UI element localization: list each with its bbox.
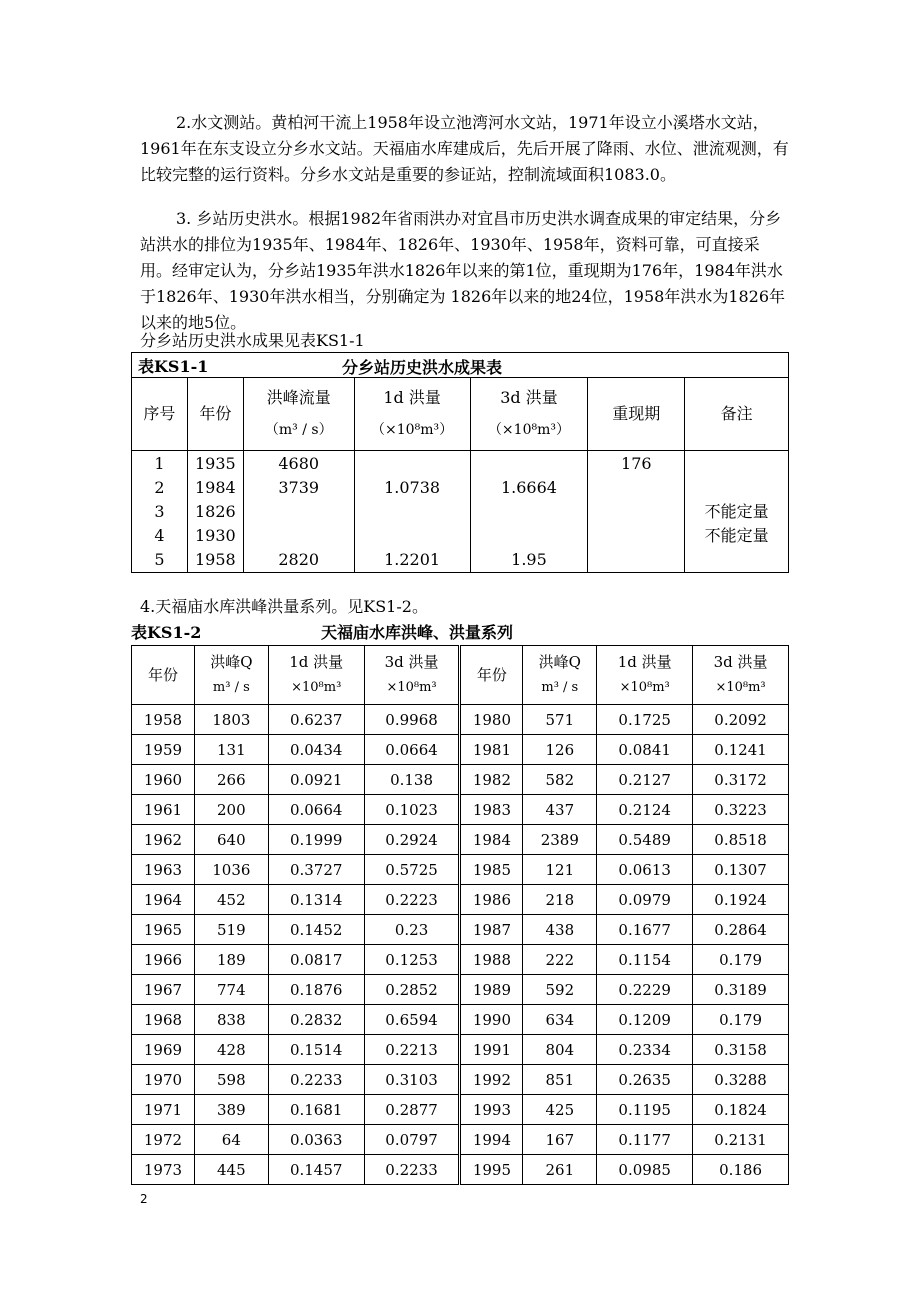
- table-cell: 1973: [132, 1155, 195, 1185]
- table-cell: 222: [523, 945, 597, 975]
- header-1d-label: 1d 洪量: [289, 653, 344, 671]
- header-1d-unit: （×10⁸m³）: [371, 422, 454, 438]
- table-cell: 0.6237: [268, 705, 364, 735]
- table-cell: 0.1154: [597, 945, 693, 975]
- table-cell: 0.179: [693, 1005, 789, 1035]
- table-cell: 1981: [460, 735, 523, 765]
- header-peak-right: [523, 646, 597, 705]
- header-peak: [243, 378, 354, 451]
- page-number: 2: [140, 1192, 148, 1206]
- table-row: [132, 825, 789, 855]
- cell: 3: [154, 502, 165, 521]
- table-cell: 0.2124: [597, 795, 693, 825]
- table-row: [132, 1155, 789, 1185]
- cell: 1.2201: [384, 550, 441, 569]
- table-cell: 1961: [132, 795, 195, 825]
- table-cell: 0.5725: [364, 855, 460, 885]
- table1-title: 分乡站历史洪水成果表: [342, 358, 503, 377]
- table-cell: 0.0921: [268, 765, 364, 795]
- table-cell: 218: [523, 885, 597, 915]
- table-cell: 0.2832: [268, 1005, 364, 1035]
- table-cell: 1968: [132, 1005, 195, 1035]
- table-cell: 0.2131: [693, 1125, 789, 1155]
- table-cell: 0.2233: [268, 1065, 364, 1095]
- table-cell: 131: [194, 735, 268, 765]
- header-1d: [354, 378, 470, 451]
- table-cell: 428: [194, 1035, 268, 1065]
- table-cell: 1982: [460, 765, 523, 795]
- table2-title: 天福庙水库洪峰、洪量系列: [321, 623, 514, 642]
- header-year-left: 年份: [132, 646, 195, 705]
- table-cell: 0.2924: [364, 825, 460, 855]
- table-cell: 1971: [132, 1095, 195, 1125]
- cell: 1.6664: [500, 478, 557, 497]
- table-cell: 1966: [132, 945, 195, 975]
- cell: 2820: [278, 550, 320, 569]
- header-peak-left: [194, 646, 268, 705]
- table-row: [132, 765, 789, 795]
- table-cell: 121: [523, 855, 597, 885]
- cell: 1935: [194, 454, 236, 473]
- table-cell: 0.1824: [693, 1095, 789, 1125]
- header-note: 备注: [685, 378, 789, 451]
- col-return-period: [588, 451, 685, 573]
- table-cell: 592: [523, 975, 597, 1005]
- table-cell: 1963: [132, 855, 195, 885]
- table-cell: 425: [523, 1095, 597, 1125]
- cell: 1930: [194, 526, 236, 545]
- cell: 2: [154, 478, 165, 497]
- paragraph-historical-floods: 3. 乡站历史洪水。根据1982年省雨洪办对宜昌市历史洪水调查成果的审定结果，分乡站洪水的排位为1935年、1984年、1826年、1930年、1958年，资料可靠，可直接采用。经审定认为，分乡站1935年洪水1826年以来的第1位，重现期为176年，1984年洪水于1826年、1930年洪水相当，分别确定为 1826年以来的地24位，1958年洪水为1826年以来的地5位。: [140, 209, 786, 332]
- table-cell: 1960: [132, 765, 195, 795]
- table-cell: 1036: [194, 855, 268, 885]
- table-cell: 0.1876: [268, 975, 364, 1005]
- cell: [471, 524, 588, 548]
- table-cell: 0.1177: [597, 1125, 693, 1155]
- table-cell: 0.2223: [364, 885, 460, 915]
- table-cell: 519: [194, 915, 268, 945]
- table-cell: 445: [194, 1155, 268, 1185]
- table1-id: 表KS1-1: [138, 356, 209, 376]
- cell: [355, 500, 470, 524]
- header-3d-unit: ×10⁸m³: [715, 680, 766, 695]
- table-cell: 0.2635: [597, 1065, 693, 1095]
- table-cell: 437: [523, 795, 597, 825]
- cell: [355, 524, 470, 548]
- table-cell: 0.138: [364, 765, 460, 795]
- table-cell: 0.3288: [693, 1065, 789, 1095]
- header-peak-label: 洪峰流量: [266, 388, 331, 407]
- table-cell: 1983: [460, 795, 523, 825]
- table-cell: 0.3103: [364, 1065, 460, 1095]
- cell: 3739: [278, 478, 320, 497]
- table-cell: 0.0664: [364, 735, 460, 765]
- table-cell: 126: [523, 735, 597, 765]
- header-1d-label: 1d 洪量: [617, 653, 672, 671]
- table-cell: 0.1452: [268, 915, 364, 945]
- table-cell: 1965: [132, 915, 195, 945]
- table-row: [132, 975, 789, 1005]
- header-3d-left: [364, 646, 460, 705]
- table-cell: 0.8518: [693, 825, 789, 855]
- table-cell: 1980: [460, 705, 523, 735]
- table-row: [132, 705, 789, 735]
- table-cell: 0.1457: [268, 1155, 364, 1185]
- table-cell: 0.2852: [364, 975, 460, 1005]
- table-cell: 0.9968: [364, 705, 460, 735]
- col-no: [132, 451, 188, 573]
- table-cell: 640: [194, 825, 268, 855]
- table2-reference: 4.天福庙水库洪峰洪量系列。见KS1-2。: [140, 597, 428, 616]
- cell: 1: [154, 454, 165, 473]
- table-cell: 0.2092: [693, 705, 789, 735]
- table-cell: 0.6594: [364, 1005, 460, 1035]
- table-cell: 261: [523, 1155, 597, 1185]
- cell: 1826: [194, 502, 236, 521]
- cell: [355, 452, 470, 476]
- header-return-period: 重现期: [588, 378, 685, 451]
- table-cell: 1984: [460, 825, 523, 855]
- table-row: [132, 1035, 789, 1065]
- table-cell: 804: [523, 1035, 597, 1065]
- historical-flood-table: [131, 352, 789, 573]
- table-cell: 1990: [460, 1005, 523, 1035]
- table-cell: 0.3223: [693, 795, 789, 825]
- header-3d-label: 3d 洪量: [384, 653, 439, 671]
- table-cell: 0.1314: [268, 885, 364, 915]
- table-cell: 0.2877: [364, 1095, 460, 1125]
- table-cell: 1989: [460, 975, 523, 1005]
- table-cell: 1987: [460, 915, 523, 945]
- paragraph-hydrology-stations: 2.水文测站。黄柏河干流上1958年设立池湾河水文站，1971年设立小溪塔水文站，1961年在东支设立分乡水文站。天福庙水库建成后，先后开展了降雨、水位、泄流观测，有比较完整的运行资料。分乡水文站是重要的参证站，控制流域面积1083.0。: [140, 113, 789, 184]
- cell: 4: [154, 526, 165, 545]
- table-cell: 0.23: [364, 915, 460, 945]
- table-cell: 0.0613: [597, 855, 693, 885]
- table-cell: 0.1677: [597, 915, 693, 945]
- table-cell: 1986: [460, 885, 523, 915]
- table-row: [132, 855, 789, 885]
- table-cell: 389: [194, 1095, 268, 1125]
- table-cell: 0.1209: [597, 1005, 693, 1035]
- table-cell: 0.3158: [693, 1035, 789, 1065]
- cell: [471, 500, 588, 524]
- cell: [685, 548, 788, 572]
- table-cell: 0.1999: [268, 825, 364, 855]
- header-peak-unit: m³ / s: [541, 680, 579, 695]
- cell: 1984: [194, 478, 236, 497]
- cell: [244, 524, 354, 548]
- table-cell: 1969: [132, 1035, 195, 1065]
- table-cell: 0.0817: [268, 945, 364, 975]
- table-cell: 0.186: [693, 1155, 789, 1185]
- table-cell: 0.2213: [364, 1035, 460, 1065]
- table-cell: 0.0434: [268, 735, 364, 765]
- table1-data-block: [132, 451, 789, 573]
- table-row: [132, 1065, 789, 1095]
- table2-header-row: [132, 646, 789, 705]
- header-3d-unit: ×10⁸m³: [386, 680, 437, 695]
- table-cell: 0.0797: [364, 1125, 460, 1155]
- table-row: [132, 945, 789, 975]
- table-cell: 0.1253: [364, 945, 460, 975]
- cell: 1958: [194, 550, 236, 569]
- table-cell: 0.1924: [693, 885, 789, 915]
- table-cell: 571: [523, 705, 597, 735]
- table-cell: 1959: [132, 735, 195, 765]
- table-cell: 1972: [132, 1125, 195, 1155]
- table-cell: 2389: [523, 825, 597, 855]
- cell: 不能定量: [704, 502, 769, 521]
- table-cell: 634: [523, 1005, 597, 1035]
- table-cell: 0.0841: [597, 735, 693, 765]
- table-cell: 851: [523, 1065, 597, 1095]
- table-row: [132, 1005, 789, 1035]
- table-cell: 0.3189: [693, 975, 789, 1005]
- table-cell: 0.1514: [268, 1035, 364, 1065]
- table-cell: 582: [523, 765, 597, 795]
- table-row: [132, 795, 789, 825]
- table-cell: 0.1681: [268, 1095, 364, 1125]
- table-row: [132, 885, 789, 915]
- table-cell: 189: [194, 945, 268, 975]
- table-cell: 774: [194, 975, 268, 1005]
- table-cell: 0.179: [693, 945, 789, 975]
- table-cell: 0.0979: [597, 885, 693, 915]
- table-cell: 1985: [460, 855, 523, 885]
- table-cell: 0.0664: [268, 795, 364, 825]
- header-peak-unit: m³ / s: [212, 680, 250, 695]
- table-cell: 1962: [132, 825, 195, 855]
- header-1d-unit: ×10⁸m³: [291, 680, 342, 695]
- table-cell: 200: [194, 795, 268, 825]
- table2-id: 表KS1-2: [131, 623, 202, 642]
- table-row: [132, 1095, 789, 1125]
- header-3d-right: [693, 646, 789, 705]
- header-1d-left: [268, 646, 364, 705]
- cell: [685, 452, 788, 476]
- cell: 不能定量: [704, 526, 769, 545]
- table2-caption: [131, 622, 514, 644]
- header-year-right: 年份: [460, 646, 523, 705]
- table-cell: 1958: [132, 705, 195, 735]
- table-cell: 0.1725: [597, 705, 693, 735]
- table-cell: 266: [194, 765, 268, 795]
- table-cell: 167: [523, 1125, 597, 1155]
- table-cell: 0.2864: [693, 915, 789, 945]
- table-cell: 0.5489: [597, 825, 693, 855]
- cell: [244, 500, 354, 524]
- header-year: 年份: [187, 378, 243, 451]
- table-cell: 64: [194, 1125, 268, 1155]
- table-cell: 0.2334: [597, 1035, 693, 1065]
- table-cell: 0.0985: [597, 1155, 693, 1185]
- header-1d-label: 1d 洪量: [383, 388, 441, 407]
- table-cell: 0.2233: [364, 1155, 460, 1185]
- reservoir-flood-series-table: [131, 645, 789, 1185]
- col-1d: [354, 451, 470, 573]
- table-cell: 1803: [194, 705, 268, 735]
- header-peak-label: 洪峰Q: [210, 653, 253, 671]
- table-cell: 0.0363: [268, 1125, 364, 1155]
- table-cell: 0.1195: [597, 1095, 693, 1125]
- table-cell: 452: [194, 885, 268, 915]
- header-peak-label: 洪峰Q: [538, 653, 581, 671]
- cell: [685, 476, 788, 500]
- table-row: [132, 1125, 789, 1155]
- table-cell: 0.2127: [597, 765, 693, 795]
- table-cell: 0.1307: [693, 855, 789, 885]
- col-year: [187, 451, 243, 573]
- table-cell: 1993: [460, 1095, 523, 1125]
- table-row: [132, 735, 789, 765]
- header-3d-unit: （×10⁸m³）: [487, 422, 570, 438]
- table-cell: 1967: [132, 975, 195, 1005]
- table-cell: 0.1241: [693, 735, 789, 765]
- table-cell: 598: [194, 1065, 268, 1095]
- table-cell: 838: [194, 1005, 268, 1035]
- table-cell: 1994: [460, 1125, 523, 1155]
- header-1d-unit: ×10⁸m³: [619, 680, 670, 695]
- table-cell: 0.2229: [597, 975, 693, 1005]
- header-no: 序号: [132, 378, 188, 451]
- table-cell: 0.3172: [693, 765, 789, 795]
- table-cell: 1970: [132, 1065, 195, 1095]
- cell: [471, 452, 588, 476]
- table-cell: 1991: [460, 1035, 523, 1065]
- table-cell: 438: [523, 915, 597, 945]
- col-peak: [243, 451, 354, 573]
- table-row: [132, 915, 789, 945]
- table-cell: 1964: [132, 885, 195, 915]
- table-cell: 0.3727: [268, 855, 364, 885]
- cell: 1.0738: [384, 478, 441, 497]
- cell: 176: [621, 454, 652, 473]
- header-1d-right: [597, 646, 693, 705]
- table1-reference: 分乡站历史洪水成果见表KS1-1: [140, 331, 365, 350]
- cell: 1.95: [511, 550, 547, 569]
- table-cell: 0.1023: [364, 795, 460, 825]
- table1-title-row: [132, 353, 789, 378]
- col-note: [685, 451, 789, 573]
- table-cell: 1995: [460, 1155, 523, 1185]
- table-cell: 1992: [460, 1065, 523, 1095]
- header-3d-label: 3d 洪量: [500, 388, 558, 407]
- table2-body: [132, 705, 789, 1185]
- cell: 5: [154, 550, 165, 569]
- header-peak-unit: （m³ / s）: [264, 422, 333, 438]
- header-3d: [470, 378, 588, 451]
- col-3d: [470, 451, 588, 573]
- cell: 4680: [278, 454, 320, 473]
- table-cell: 1988: [460, 945, 523, 975]
- table1-header-row: [132, 378, 789, 451]
- header-3d-label: 3d 洪量: [713, 653, 768, 671]
